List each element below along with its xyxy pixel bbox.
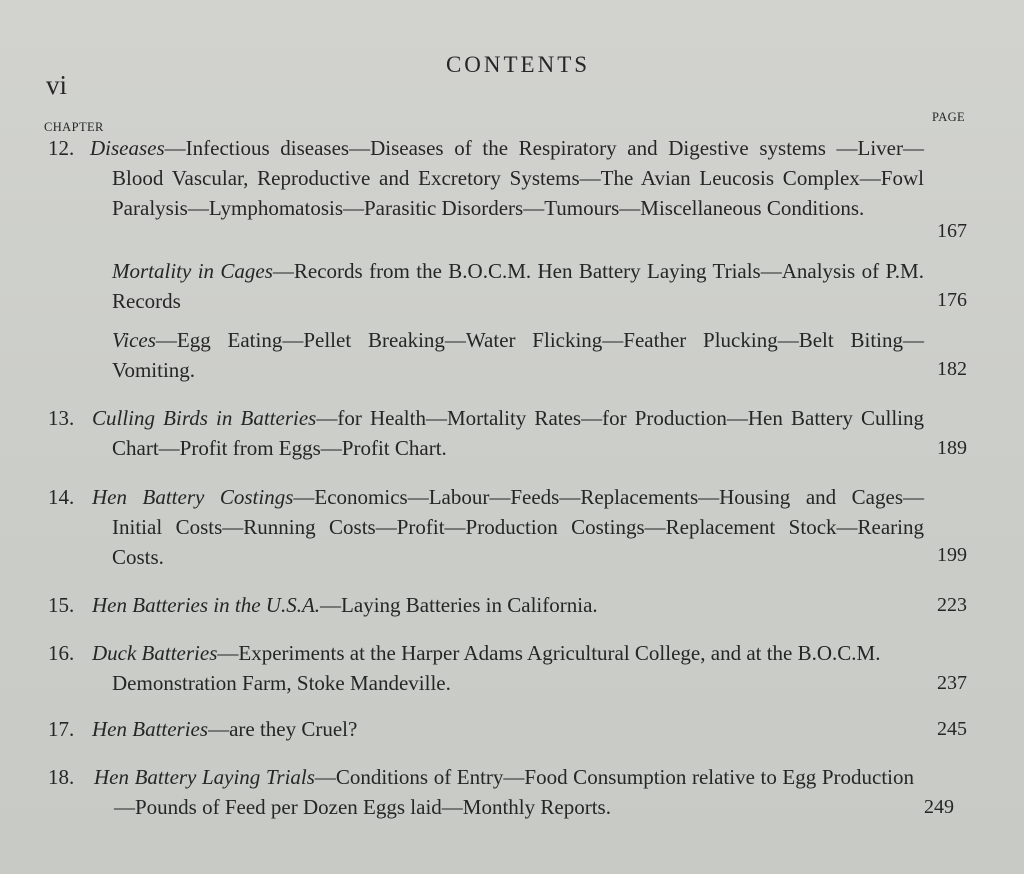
entry-text <box>112 325 924 385</box>
chapter-number: 16. <box>48 641 75 665</box>
entry-text <box>90 133 924 223</box>
entry-title: Mortality in Cages <box>112 259 273 283</box>
entry-text <box>92 590 924 620</box>
entry-title: Hen Batteries in the U.S.A. <box>92 593 321 617</box>
chapter-number: 13. <box>48 406 75 430</box>
entry-subjects: —Infectious diseases—Diseases of the Respiratory and Digestive systems —Liver—Blood Vascular, Reproductive and Excretory Systems—The Avian Leucosis Complex—Fowl Paralysis—Lymphomatosis—Parasitic Disorders—Tumours—Miscellaneous Conditions. <box>112 136 924 220</box>
entry-title: Hen Batteries <box>92 717 209 741</box>
entry-text <box>92 403 924 463</box>
entry-subjects: —Laying Batteries in California. <box>320 593 598 617</box>
chapter-number: 17. <box>48 717 75 741</box>
page-number: vi <box>46 70 68 100</box>
page-title: CONTENTS <box>445 52 591 77</box>
entry-subjects: —Economics—Labour—Feeds—Replacements—Housing and Cages—Initial Costs—Running Costs—Profit—Production Costings—Replacement Stock—Rearing Costs. <box>112 485 924 569</box>
entry-subjects: —Experiments at the Harper Adams Agricultural College, and at the B.O.C.M. Demonstration Farm, Stoke Mandeville. <box>112 641 881 695</box>
entry-subjects: —are they Cruel? <box>208 717 358 741</box>
entry-subjects: —Conditions of Entry—Food Consumption relative to Egg Production—Pounds of Feed per Dozen Eggs laid—Monthly Reports. <box>114 765 914 819</box>
entry-text <box>92 638 924 698</box>
page-ref: 167 <box>937 220 967 242</box>
entry-title: Duck Batteries <box>92 641 218 665</box>
entry-subjects: —for Health—Mortality Rates—for Production—Hen Battery Culling Chart—Profit from Eggs—Profit Chart. <box>112 406 924 460</box>
entry-title: Vices <box>112 328 156 352</box>
chapter-number: 14. <box>48 485 75 509</box>
page-ref: 245 <box>937 718 967 740</box>
chapter-number: 15. <box>48 593 75 617</box>
page-ref: 237 <box>937 672 967 694</box>
page-ref: 249 <box>924 796 954 818</box>
page-ref: 199 <box>937 544 967 566</box>
page-ref: 189 <box>937 437 967 459</box>
entry-text <box>112 256 924 316</box>
chapter-number: 12. <box>48 136 75 160</box>
chapter-column-label: CHAPTER <box>44 120 104 134</box>
entry-title: Diseases <box>90 136 165 160</box>
entry-subjects: —Egg Eating—Pellet Breaking—Water Flicking—Feather Plucking—Belt Biting—Vomiting. <box>112 328 924 382</box>
entry-title: Hen Battery Laying Trials <box>94 765 315 789</box>
entry-title: Culling Birds in Batteries <box>92 406 317 430</box>
page-column-label: PAGE <box>932 110 966 124</box>
entry-text <box>92 714 924 744</box>
chapter-number: 18. <box>48 765 75 789</box>
entry-text <box>94 762 914 822</box>
entry-title: Hen Battery Costings <box>92 485 294 509</box>
page-ref: 223 <box>937 594 967 616</box>
entry-subjects: —Records from the B.O.C.M. Hen Battery Laying Trials—Analysis of P.M. Records <box>112 259 924 313</box>
page-ref: 182 <box>937 358 967 380</box>
entry-text <box>92 482 924 572</box>
page-ref: 176 <box>937 289 967 311</box>
